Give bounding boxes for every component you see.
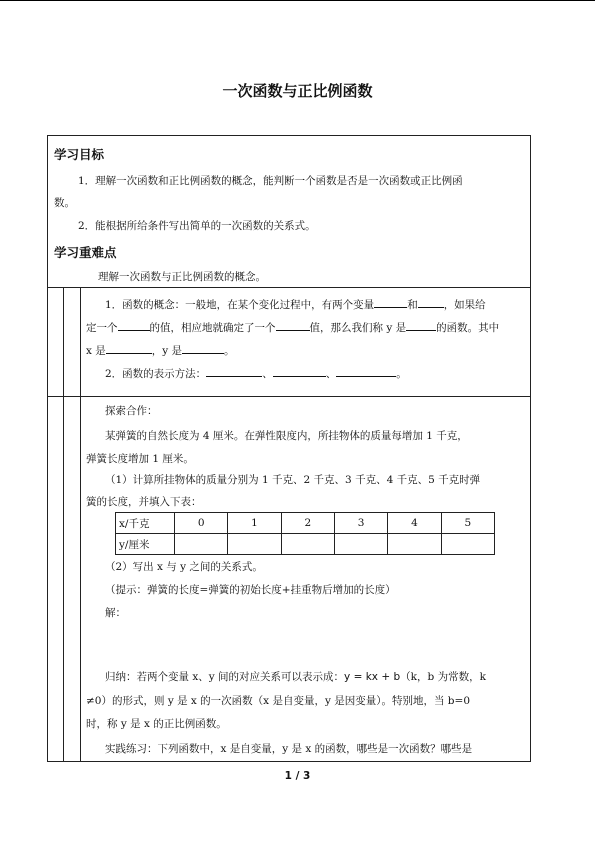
- goal-item-1-cont: 数。: [54, 197, 75, 209]
- summary-line-1: 归纳：若两个变量 x、y 间的对应关系可以表示成：y = kx + b（k，b 为常数，k: [105, 671, 486, 683]
- length-cell[interactable]: [228, 534, 281, 555]
- mass-cell: 1: [228, 513, 281, 534]
- key-points-text: 理解一次函数与正比例函数的概念。: [98, 271, 266, 283]
- blank-method-3[interactable]: [336, 365, 396, 377]
- length-cell[interactable]: [175, 534, 228, 555]
- row-label-mass: x/千克: [116, 513, 175, 534]
- explore-heading: 探索合作：: [105, 405, 158, 417]
- blank-variable-1[interactable]: [374, 296, 407, 308]
- question-1: （1）计算所挂物体的质量分别为 1 千克、2 千克、3 千克、4 千克、5 千克时弹: [105, 474, 481, 486]
- length-cell[interactable]: [334, 534, 387, 555]
- blank-given[interactable]: [118, 319, 150, 331]
- length-cell[interactable]: [388, 534, 441, 555]
- blank-variable-2[interactable]: [418, 296, 444, 308]
- blank-function-of[interactable]: [406, 319, 436, 331]
- margin-column-left: [63, 287, 64, 762]
- review-line-1: 1．函数的概念：一般地，在某个变化过程中，有两个变量 和 ，如果给: [105, 296, 486, 313]
- divider-review: [47, 396, 531, 397]
- blank-x-is[interactable]: [106, 342, 152, 354]
- goal-item-1: 1．理解一次函数和正比例函数的概念，能判断一个函数是否是一次函数或正比例函: [78, 175, 463, 187]
- length-cell[interactable]: [281, 534, 334, 555]
- question-1-cont: 簧的长度，并填入下表：: [86, 496, 202, 508]
- goal-item-2: 2．能根据所给条件写出简单的一次函数的关系式。: [78, 220, 316, 232]
- page-number: 1 / 3: [284, 770, 311, 782]
- blank-y-is[interactable]: [182, 342, 224, 354]
- goals-heading: 学习目标: [54, 147, 105, 162]
- mass-cell: 2: [281, 513, 334, 534]
- mass-cell: 0: [175, 513, 228, 534]
- summary-line-2: ≠0）的形式，则 y 是 x 的一次函数（x 是自变量，y 是因变量）。特别地，当 b=0: [86, 695, 470, 707]
- row-label-length: y/厘米: [116, 534, 175, 555]
- blank-determined[interactable]: [276, 319, 310, 331]
- top-rule: [0, 0, 595, 1]
- margin-column-right: [80, 287, 81, 762]
- mass-cell: 4: [388, 513, 441, 534]
- solution-label: 解：: [105, 607, 126, 619]
- table-row-mass: [116, 513, 495, 534]
- summary-line-3: 时，称 y 是 x 的正比例函数。: [86, 718, 227, 730]
- hint-text: （提示：弹簧的长度=弹簧的初始长度+挂重物后增加的长度）: [105, 584, 396, 596]
- table-row-length: [116, 534, 495, 555]
- review-line-3: x 是 ，y 是 。: [86, 342, 235, 359]
- mass-cell: 3: [334, 513, 387, 534]
- divider-objectives: [47, 287, 531, 288]
- practice-text: 实践练习：下列函数中，x 是自变量，y 是 x 的函数，哪些是一次函数？哪些是: [105, 743, 473, 755]
- blank-method-2[interactable]: [273, 365, 326, 377]
- linear-formula: y = kx + b: [344, 671, 401, 683]
- length-cell[interactable]: [441, 534, 494, 555]
- review-line-4: 2．函数的表示方法： 、 、 。: [105, 365, 407, 382]
- review-line-2: 定一个 的值，相应地就确定了一个 值，那么我们称 y 是 的函数。其中: [86, 319, 499, 336]
- blank-method-1[interactable]: [206, 365, 262, 377]
- question-2: （2）写出 x 与 y 之间的关系式。: [105, 561, 263, 573]
- spring-table: [115, 512, 495, 555]
- key-points-heading: 学习重难点: [54, 245, 117, 260]
- mass-cell: 5: [441, 513, 494, 534]
- page-title: 一次函数与正比例函数: [222, 82, 373, 100]
- spring-problem-2: 弹簧长度增加 1 厘米。: [86, 453, 194, 465]
- spring-problem-1: 某弹簧的自然长度为 4 厘米。在弹性限度内，所挂物体的质量每增加 1 千克，: [105, 430, 468, 442]
